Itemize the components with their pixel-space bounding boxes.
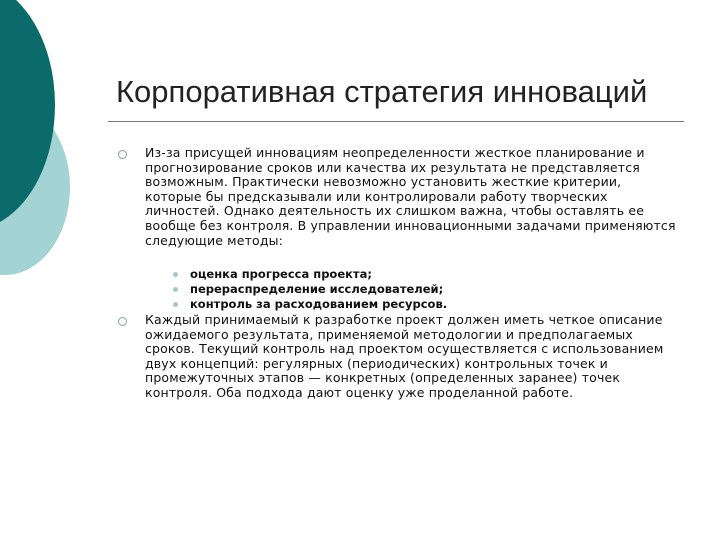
ring-bullet-icon bbox=[118, 317, 127, 326]
bullet-point-1 bbox=[118, 146, 678, 316]
methods-list bbox=[173, 267, 653, 312]
list-item: перераспределение исследователей; bbox=[173, 282, 653, 297]
dot-bullet-icon bbox=[173, 287, 178, 292]
list-item: оценка прогресса проекта; bbox=[173, 267, 653, 282]
title-divider bbox=[108, 121, 684, 122]
ring-bullet-icon bbox=[118, 150, 127, 159]
bullet-text: Из-за присущей инновациям неопределенности жесткое планирование и прогнозирование сроков или качества их результата не представляется возможным. Практически невозможно установить жесткие критерии, которые бы предсказывали или контролировали работу творческих личностей. Однако деятельность их слишком важна, чтобы оставлять ее вообще без контроля. В управлении инновационными задачами применяются следующие методы: bbox=[145, 145, 676, 248]
slide-title: Корпоративная стратегия инноваций bbox=[116, 74, 648, 109]
list-item: контроль за расходованием ресурсов. bbox=[173, 297, 653, 312]
bullet-point-2 bbox=[118, 313, 678, 418]
dot-bullet-icon bbox=[173, 272, 178, 277]
dot-bullet-icon bbox=[173, 302, 178, 307]
bullet-text: Каждый принимаемый к разработке проект должен иметь четкое описание ожидаемого результата, применяемой методологии и предполагаемых сроков. Текущий контроль над проектом осуществляется с использованием двух концепций: регулярных (периодических) контрольных точек и промежуточных этапов — конкретных (определенных заранее) точек контроля. Оба подхода дают оценку уже проделанной работе. bbox=[145, 312, 664, 400]
